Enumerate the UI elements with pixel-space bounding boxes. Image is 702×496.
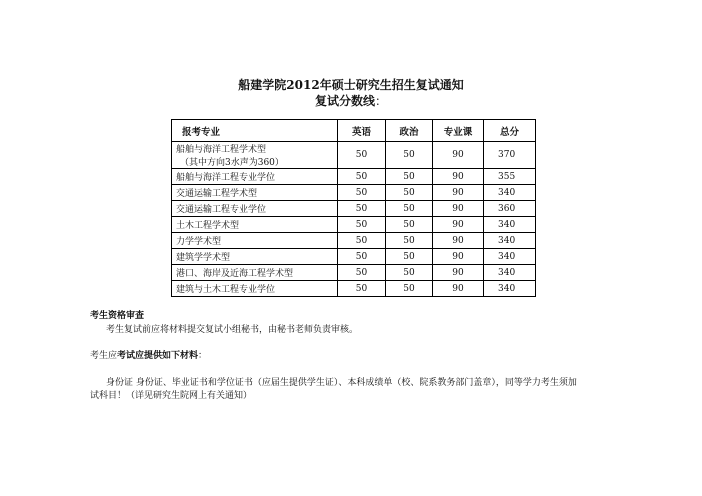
cell-politics: 50	[386, 217, 433, 233]
cell-major: 土木工程学术型	[172, 217, 338, 233]
cell-major: 交通运输工程专业学位	[172, 201, 338, 217]
cell-english: 50	[338, 169, 386, 185]
cell-major: 力学学术型	[172, 233, 338, 249]
cell-politics: 50	[386, 281, 433, 297]
cell-total: 355	[484, 169, 536, 185]
header-politics: 政治	[386, 120, 433, 142]
cell-english: 50	[338, 201, 386, 217]
subtitle-colon: ：	[375, 94, 388, 108]
header-major: 报考专业	[172, 120, 338, 142]
materials-colon: ：	[198, 351, 208, 361]
cell-total: 340	[484, 249, 536, 265]
cell-total: 360	[484, 201, 536, 217]
cell-major-course: 90	[433, 265, 484, 281]
cell-major-course: 90	[433, 233, 484, 249]
materials-text-line1: 身份证 身份证、毕业证书和学位证书（应届生提供学生证）、本科成绩单（校、院系教务部门盖章），同等学力考生须加	[106, 378, 577, 388]
table-row	[172, 217, 536, 233]
cell-politics: 50	[386, 265, 433, 281]
major-note: （其中方向3水声为360）	[180, 158, 284, 168]
cell-total: 340	[484, 281, 536, 297]
cell-english: 50	[338, 265, 386, 281]
table-row	[172, 185, 536, 201]
cell-major: 建筑学学术型	[172, 249, 338, 265]
cell-total: 340	[484, 217, 536, 233]
materials-text-line2: 试科目！（详见研究生院网上有关通知）	[90, 391, 253, 401]
materials-prefix: 考生应	[90, 351, 118, 361]
cell-major-course: 90	[433, 249, 484, 265]
qualification-heading: 考生资格审查	[90, 311, 145, 321]
cell-major-course: 90	[433, 201, 484, 217]
table-row	[172, 281, 536, 297]
cell-major-course: 90	[433, 142, 484, 169]
cell-politics: 50	[386, 185, 433, 201]
cell-major-course: 90	[433, 185, 484, 201]
cell-politics: 50	[386, 233, 433, 249]
table-row	[172, 265, 536, 281]
table-row	[172, 249, 536, 265]
cell-major: 交通运输工程学术型	[172, 185, 338, 201]
cell-major-course: 90	[433, 281, 484, 297]
score-table	[171, 119, 536, 297]
cell-total: 340	[484, 265, 536, 281]
cell-politics: 50	[386, 142, 433, 169]
header-total: 总分	[484, 120, 536, 142]
cell-major: 船舶与海洋工程专业学位	[172, 169, 338, 185]
cell-total: 370	[484, 142, 536, 169]
major-name: 船舶与海洋工程学术型	[176, 145, 267, 155]
cell-english: 50	[338, 249, 386, 265]
table-header-row	[172, 120, 536, 142]
qualification-text: 考生复试前应将材料提交复试小组秘书，由秘书老师负责审核。	[106, 325, 359, 335]
materials-heading-bold: 考试应提供如下材料	[117, 351, 199, 361]
cell-english: 50	[338, 233, 386, 249]
subtitle-text: 复试分数线	[314, 94, 375, 108]
cell-total: 340	[484, 185, 536, 201]
cell-major-course: 90	[433, 169, 484, 185]
cell-politics: 50	[386, 169, 433, 185]
table-row	[172, 201, 536, 217]
page-subtitle	[0, 92, 702, 109]
cell-english: 50	[338, 142, 386, 169]
cell-major: 港口、海岸及近海工程学术型	[172, 265, 338, 281]
cell-major: 建筑与土木工程专业学位	[172, 281, 338, 297]
cell-english: 50	[338, 217, 386, 233]
header-major-course: 专业课	[433, 120, 484, 142]
cell-politics: 50	[386, 249, 433, 265]
table-row	[172, 169, 536, 185]
header-english: 英语	[338, 120, 386, 142]
table-row	[172, 142, 536, 169]
cell-politics: 50	[386, 201, 433, 217]
cell-major	[172, 142, 338, 169]
cell-english: 50	[338, 185, 386, 201]
table-row	[172, 233, 536, 249]
cell-english: 50	[338, 281, 386, 297]
materials-heading	[90, 348, 207, 361]
cell-total: 340	[484, 233, 536, 249]
page-title: 船建学院2012年硕士研究生招生复试通知	[238, 78, 464, 92]
cell-major-course: 90	[433, 217, 484, 233]
